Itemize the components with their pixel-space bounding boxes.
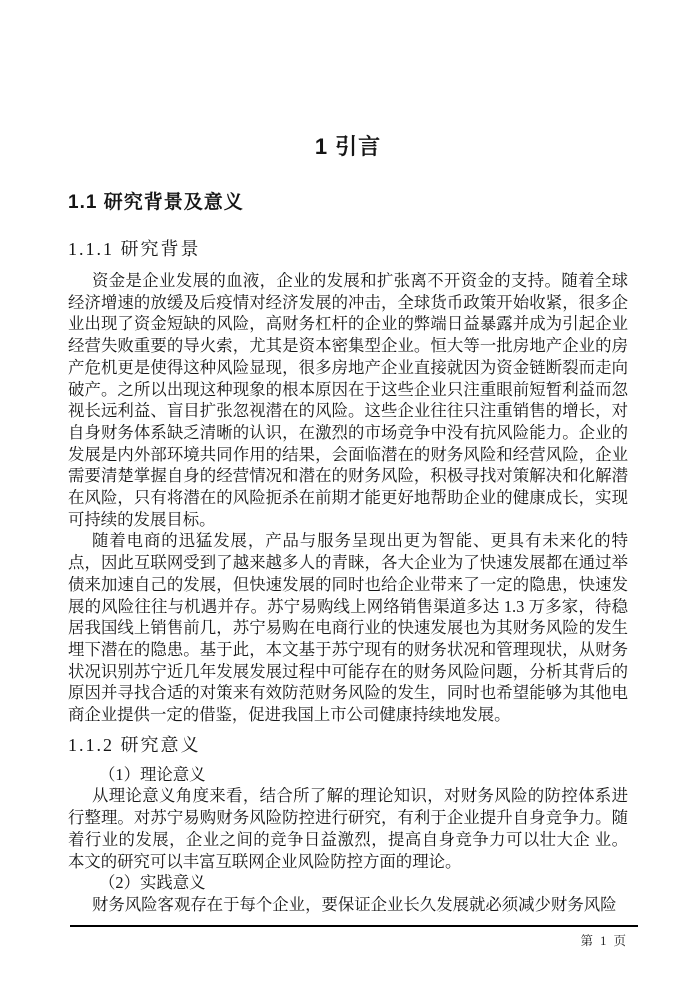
paragraph-research-background-1: 资金是企业发展的血液，企业的发展和扩张离不开资金的支持。随着全球经济增速的放缓及后疫情对经济发展的冲击，全球货币政策开始收紧，很多企业出现了资金短缺的风险，高财务杠杆的企业的弊端日益暴露并成为引起企业经营失败重要的导火索，尤其是资本密集型企业。恒大等一批房地产企业的房产危机更是使得这种风险显现，很多房地产企业直接就因为资金链断裂而走向破产。之所以出现这种现象的根本原因在于这些企业只注重眼前短暂利益而忽视长远利益、盲目扩张忽视潜在的风险。这些企业往往只注重销售的增长，对自身财务体系缺乏清晰的认识，在激烈的市场竞争中没有抗风险能力。企业的发展是内外部环境共同作用的结果，会面临潜在的财务风险和经营风险，企业需要清楚掌握自身的经营情况和潜在的财务风险，积极寻找对策解决和化解潜在风险，只有将潜在的风险扼杀在前期才能更好地帮助企业的健康成长，实现可持续的发展目标。 <box>68 271 628 529</box>
paragraph-theoretical-significance: 从理论意义角度来看，结合所了解的理论知识，对财务风险的防控体系进行整理。对苏宁易购财务风险防控进行研究，有利于企业提升自身竞争力。随着行业的发展，企业之间的竞争日益激烈，提高自身竞争力可以壮大企 业。本文的研究可以丰富互联网企业风险防控方面的理论。 <box>68 786 628 871</box>
subsection-heading-1-1-1: 1.1.1 研究背景 <box>68 239 201 259</box>
paragraph-research-background-2: 随着电商的迅猛发展，产品与服务呈现出更为智能、更具有未来化的特点，因此互联网受到了越来越多人的青睐，各大企业为了快速发展都在通过举债来加速自己的发展，但快速发展的同时也给企业带来了一定的隐患，快速发展的风险往往与机遇并存。苏宁易购线上网络销售渠道多达 1.3 万多家，待稳居我国线上销售前几，苏宁易购在电商行业的快速发展也为其财务风险的发生埋下潜在的隐患。基于此，本文基于苏宁现有的财务状况和管理现状，从财务状况识别苏宁近几年发展发展过程中可能存在的财务风险问题，分析其背后的原因并寻找合适的对策来有效防范财务风险的发生，同时也希望能够为其他电商企业提供一定的借鉴，促进我国上市公司健康持续地发展。 <box>68 531 628 725</box>
page-number: 第 1 页 <box>580 934 628 948</box>
list-item-theoretical-significance: （1）理论意义 <box>99 764 206 784</box>
page-content <box>68 0 628 916</box>
page-footer <box>70 925 638 949</box>
list-item-practical-significance: （2）实践意义 <box>99 873 206 893</box>
section-heading-1-1: 1.1 研究背景及意义 <box>68 192 244 213</box>
paragraph-practical-significance: 财务风险客观存在于每个企业，要保证企业长久发展就必须减少财务风险 <box>92 894 617 914</box>
chapter-title: 1 引言 <box>314 134 382 159</box>
subsection-heading-1-1-2: 1.1.2 研究意义 <box>68 734 201 755</box>
